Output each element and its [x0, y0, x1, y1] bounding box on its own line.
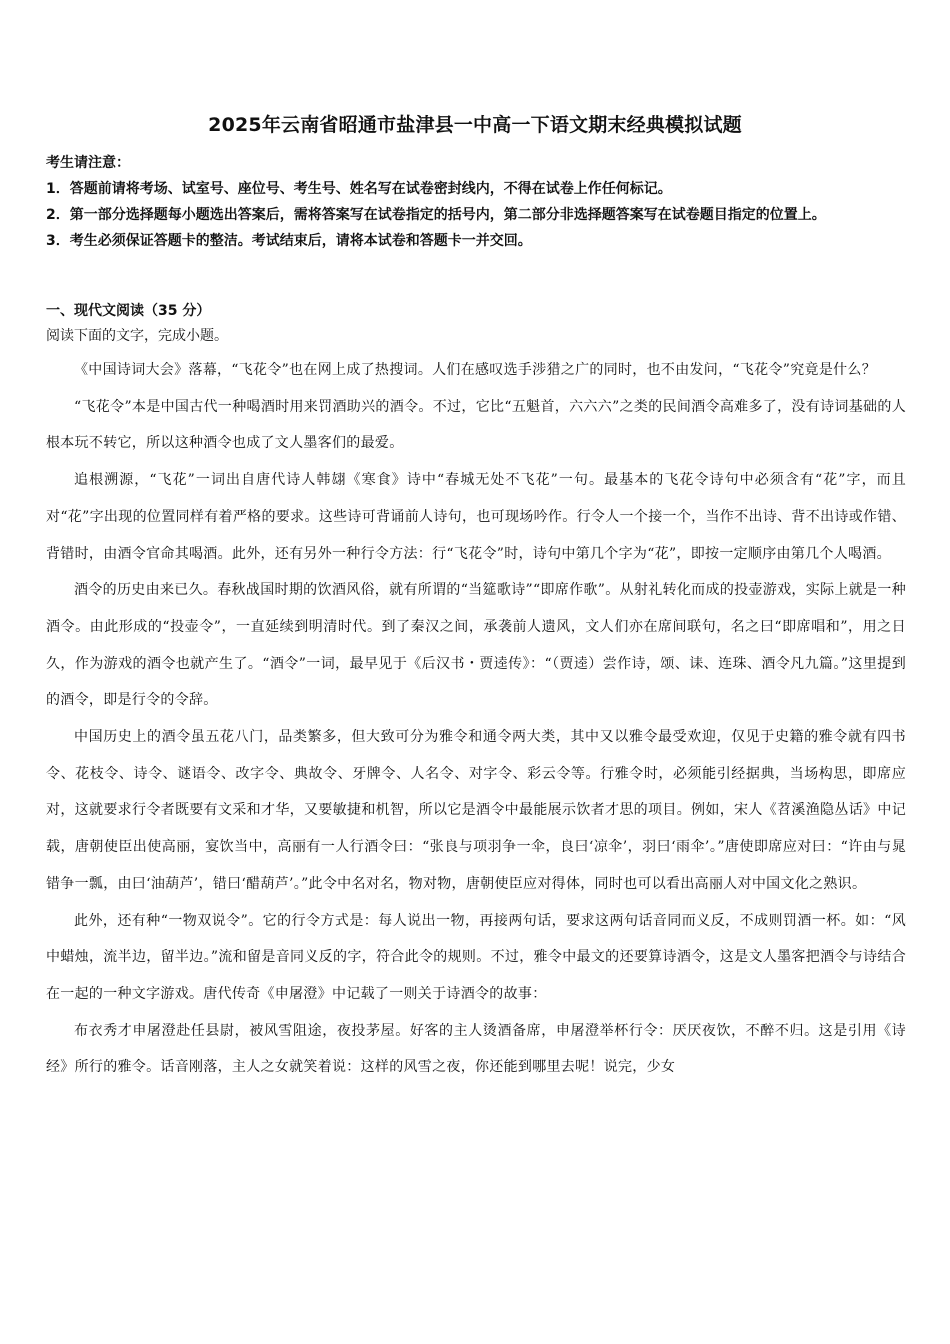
notice-item: 2．第一部分选择题每小题选出答案后，需将答案写在试卷指定的括号内，第二部分非选择题答案写在试卷题目指定的位置上。 — [46, 207, 826, 223]
notice-item: 1．答题前请将考场、试室号、座位号、考生号、姓名写在试卷密封线内，不得在试卷上作任何标记。 — [46, 181, 672, 197]
passage-paragraph: 此外，还有种“一物双说令”。它的行令方式是：每人说出一物，再接两句话，要求这两句话音同而义反，不成则罚酒一杯。如：“风中蜡烛，流半边，留半边。”流和留是音同义反的字，符合此令的规则。不过，雅令中最文的还要算诗酒令，这是文人墨客把酒令与诗结合在一起的一种文字游戏。唐代传奇《申屠澄》中记载了一则关于诗酒令的故事： — [46, 912, 906, 1002]
reading-passage — [46, 352, 906, 1086]
passage-paragraph: “飞花令”本是中国古代一种喝酒时用来罚酒助兴的酒令。不过，它比“五魁首，六六六”之类的民间酒令高难多了，没有诗词基础的人根本玩不转它，所以这种酒令也成了文人墨客们的最爱。 — [46, 398, 906, 452]
passage-paragraph: 布衣秀才申屠澄赴任县尉，被风雪阻途，夜投茅屋。好客的主人烫酒备席，申屠澄举杯行令：厌厌夜饮，不醉不归。这是引用《诗经》所行的雅令。话音刚落，主人之女就笑着说：这样的风雪之夜，你还能到哪里去呢！说完，少女 — [46, 1022, 906, 1076]
passage-paragraph: 中国历史上的酒令虽五花八门，品类繁多，但大致可分为雅令和通令两大类，其中又以雅令最受欢迎，仅见于史籍的雅令就有四书令、花枝令、诗令、谜语令、改字令、典故令、牙牌令、人名令、对字令、彩云令等。行雅令时，必须能引经据典，当场构思，即席应对，这就要求行令者既要有文采和才华，又要敏捷和机智，所以它是酒令中最能展示饮者才思的项目。例如，宋人《苕溪渔隐丛话》中记载，唐朝使臣出使高丽，宴饮当中，高丽有一人行酒令曰：“张良与项羽争一伞，良曰‘凉伞’，羽曰‘雨伞’。”唐使即席应对曰：“许由与晁错争一瓢，由曰‘油葫芦’，错曰‘醋葫芦’。”此令中名对名，物对物，唐朝使臣应对得体，同时也可以看出高丽人对中国文化之熟识。 — [46, 729, 906, 892]
passage-paragraph: 《中国诗词大会》落幕，“飞花令”也在网上成了热搜词。人们在感叹选手涉猎之广的同时，也不由发问，“飞花令”究竟是什么？ — [74, 362, 877, 378]
passage-paragraph: 酒令的历史由来已久。春秋战国时期的饮酒风俗，就有所谓的“当筵歌诗”“即席作歌”。从射礼转化而成的投壶游戏，实际上就是一种酒令。由此形成的“投壶令”，一直延续到明清时代。到了秦汉之间，承袭前人遗风，文人们亦在席间联句，名之曰“即席唱和”，用之日久，作为游戏的酒令也就产生了。“酒令”一词，最早见于《后汉书・贾逵传》：“（贾逵）尝作诗，颂、诔、连珠、酒令凡九篇。”这里提到的酒令，即是行令的令辞。 — [46, 582, 906, 709]
section-heading: 一、现代文阅读（35 分） — [46, 303, 211, 319]
page-title: 2025年云南省昭通市盐津县一中高一下语文期末经典模拟试题 — [208, 114, 742, 136]
section-instruction: 阅读下面的文字，完成小题。 — [46, 328, 228, 344]
passage-paragraph: 追根溯源，“飞花”一词出自唐代诗人韩翃《寒食》诗中“春城无处不飞花”一句。最基本的飞花令诗句中必须含有“花”字，而且对“花”字出现的位置同样有着严格的要求。这些诗可背诵前人诗句，也可现场吟作。行令人一个接一个，当作不出诗、背不出诗或作错、背错时，由酒令官命其喝酒。此外，还有另外一种行令方法：行“飞花令”时，诗句中第几个字为“花”，即按一定顺序由第几个人喝酒。 — [46, 472, 906, 562]
notice-item: 3．考生必须保证答题卡的整洁。考试结束后，请将本试卷和答题卡一并交回。 — [46, 233, 532, 249]
exam-notice — [46, 150, 906, 254]
notice-heading: 考生请注意： — [46, 155, 130, 171]
